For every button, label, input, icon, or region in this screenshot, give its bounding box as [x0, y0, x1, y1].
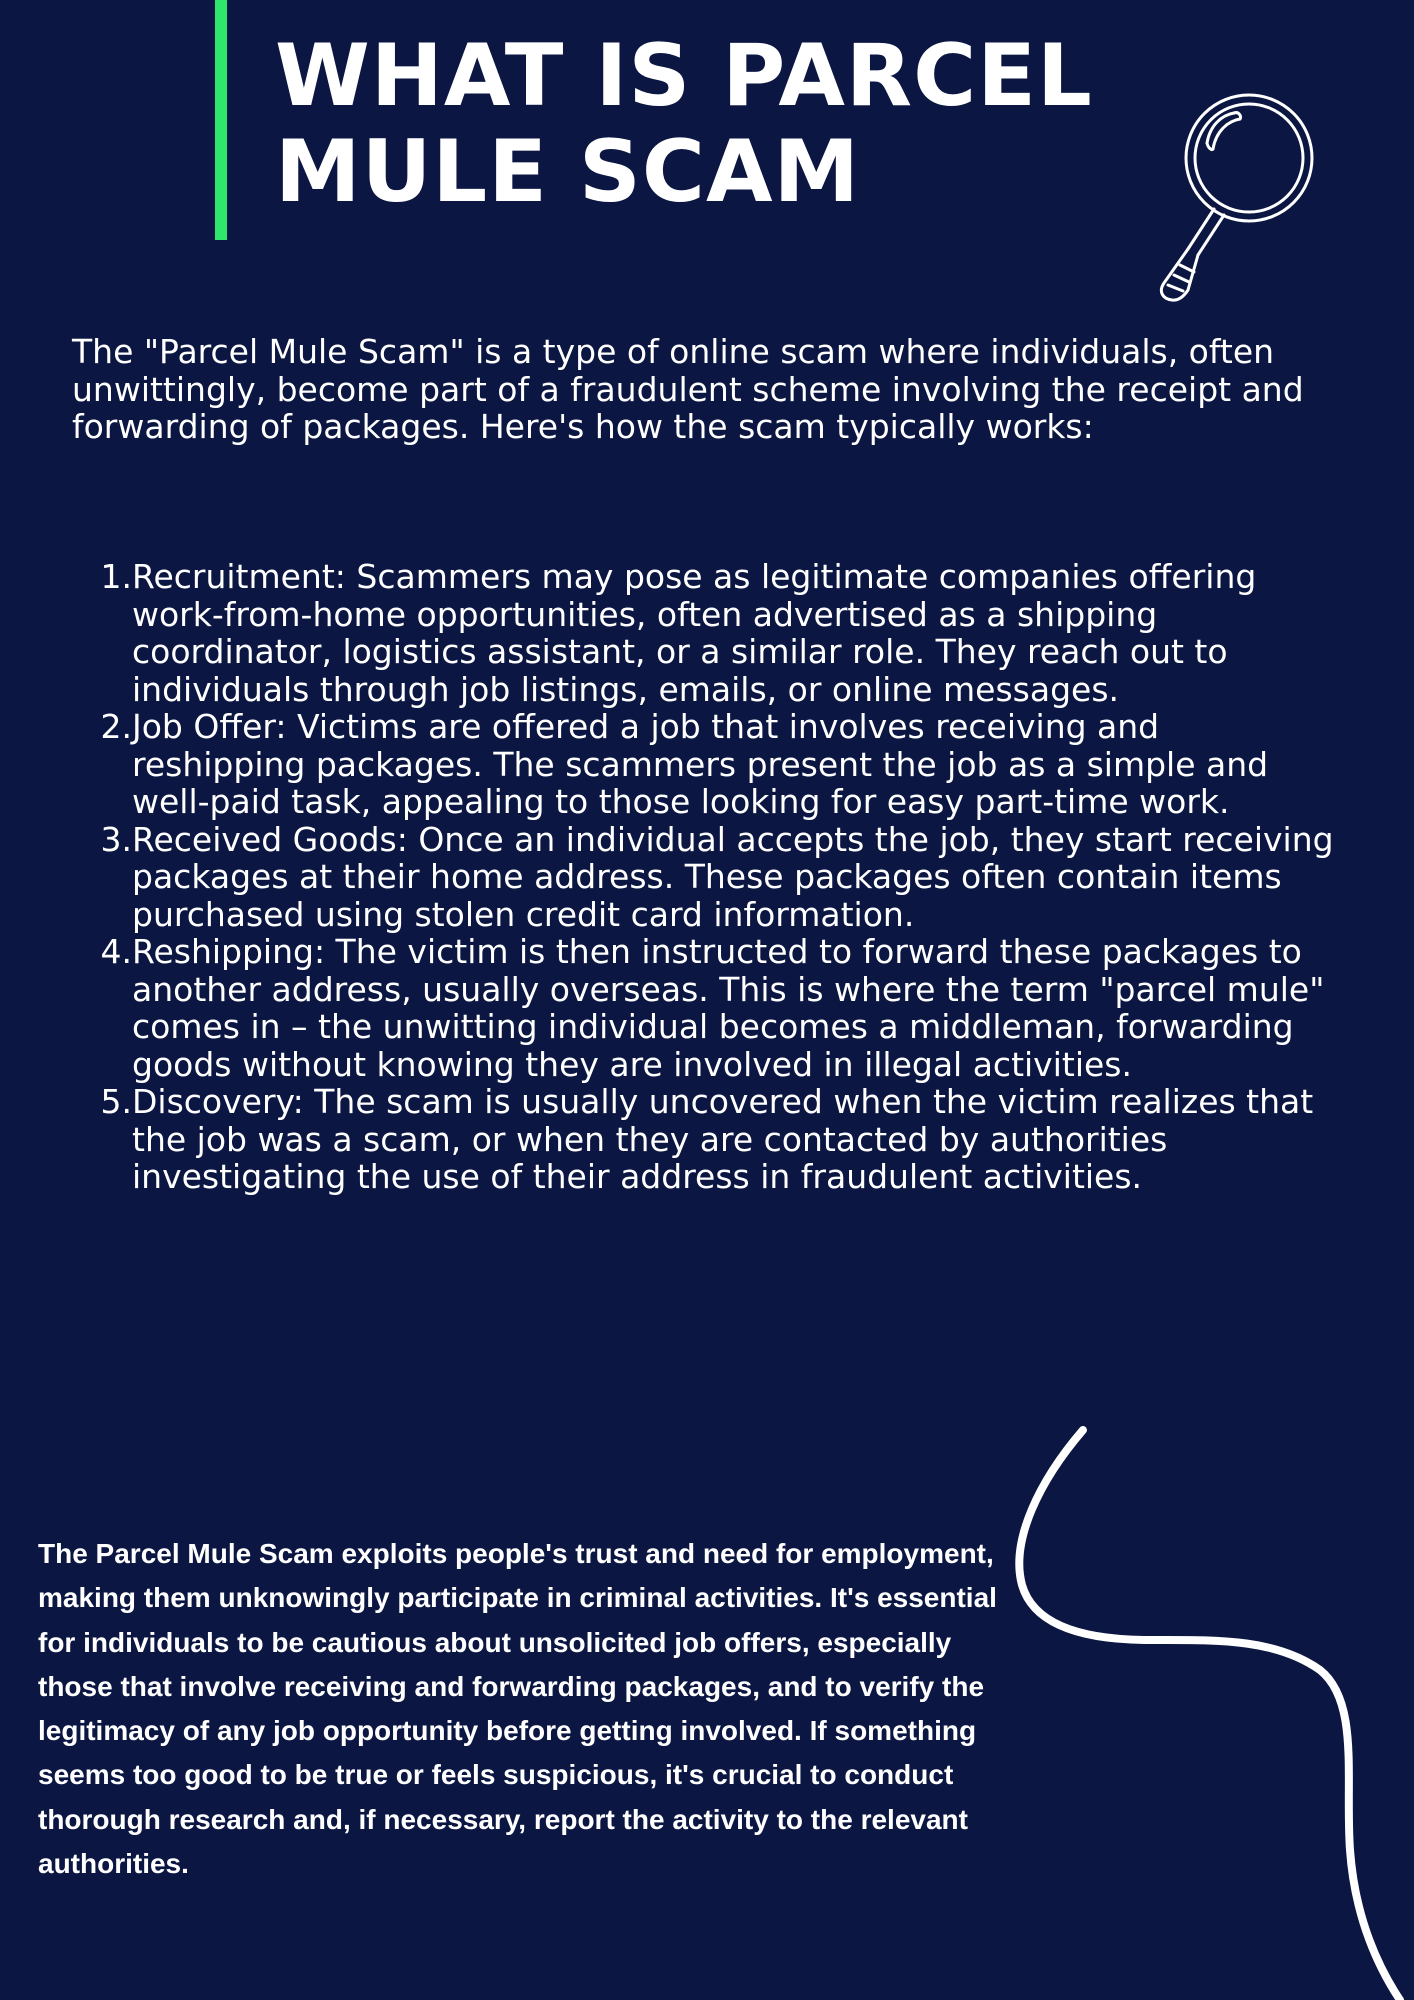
list-item — [72, 1083, 1342, 1196]
swirl-line-decoration — [1000, 1420, 1414, 2000]
list-item-text: Reshipping: The victim is then instructed to forward these packages to another address, usually overseas. This is where the term "parcel mule" comes in – the unwitting individual becomes a middleman, forwarding goods without knowing they are involved in illegal activities. — [132, 932, 1325, 1084]
list-item-text: Received Goods: Once an individual accepts the job, they start receiving packages at their home address. These packages often contain items purchased using stolen credit card information. — [132, 819, 1334, 934]
list-item-text: Job Offer: Victims are offered a job that involves receiving and reshipping packages. The scammers present the job as a simple and well-paid task, appealing to those looking for easy part-time work. — [132, 707, 1269, 821]
conclusion-paragraph: The Parcel Mule Scam exploits people's trust and need for employment, making them unknowingly participate in criminal activities. It's essential for individuals to be cautious about unsolicited job offers, especially those that involve receiving and forwarding packages, and to verify the legitimacy of any job opportunity before getting involved. If something seems too good to be true or feels suspicious, it's crucial to conduct thorough research and, if necessary, report the activity to the relevant authorities. — [38, 1538, 997, 1880]
title-line-2: MULE SCAM — [275, 122, 861, 222]
list-item-number: 3. — [100, 819, 132, 859]
list-item — [72, 821, 1342, 934]
list-item-number: 2. — [100, 707, 132, 746]
list-item — [72, 933, 1342, 1083]
title-accent-bar — [215, 0, 227, 240]
list-item — [72, 558, 1342, 708]
list-item-text: Recruitment: Scammers may pose as legitimate companies offering work-from-home opportunities, often advertised as a shipping coordinator, logistics assistant, or a similar role. They reach out to individuals through job listings, emails, or online messages. — [132, 557, 1257, 709]
list-item-number: 5. — [100, 1082, 132, 1121]
steps-list — [72, 558, 1342, 1196]
intro-paragraph: The "Parcel Mule Scam" is a type of online scam where individuals, often unwittingly, become part of a fraudulent scheme involving the receipt and forwarding of packages. Here's how the scam typically works: — [72, 332, 1304, 446]
page-title — [275, 28, 1175, 220]
magnifying-glass-icon — [1150, 85, 1330, 307]
list-item-text: Discovery: The scam is usually uncovered when the victim realizes that the job was a scam, or when they are contacted by authorities investigating the use of their address in fraudulent activities. — [132, 1082, 1314, 1196]
list-item — [72, 708, 1342, 821]
list-item-number: 4. — [100, 932, 132, 971]
title-line-1: WHAT IS PARCEL — [275, 26, 1093, 126]
list-item-number: 1. — [100, 557, 132, 596]
